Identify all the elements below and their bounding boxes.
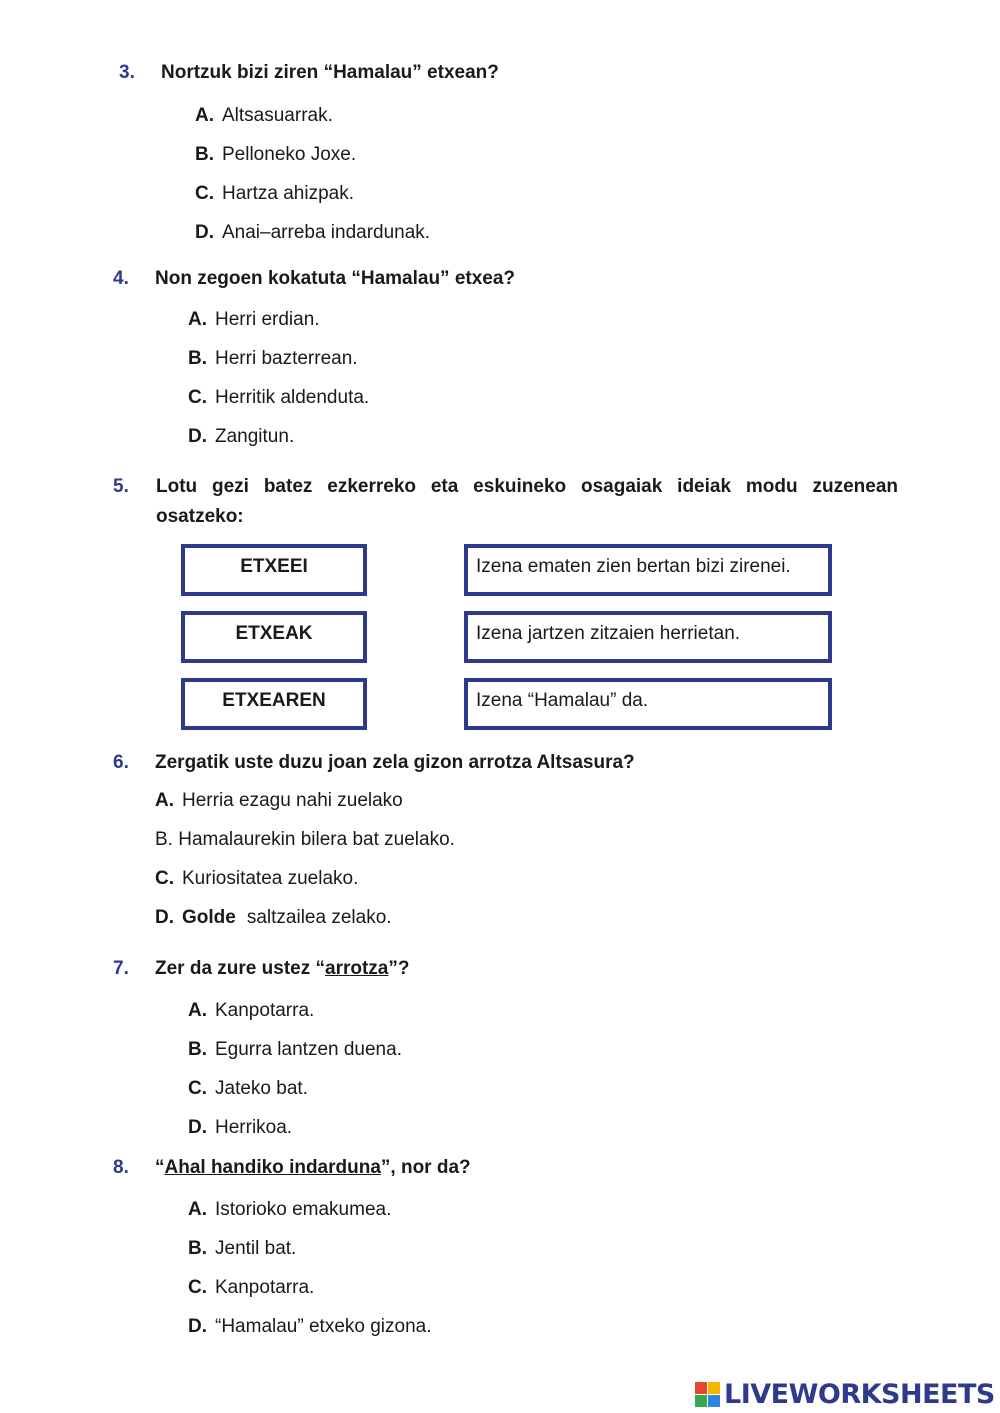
- match-right-box[interactable]: Izena “Hamalau” da.: [464, 678, 832, 730]
- question-text-line2: osatzeko:: [156, 506, 244, 527]
- option-4a[interactable]: A. Herri erdian.: [188, 309, 320, 330]
- question-text: Zergatik uste duzu joan zela gizon arrotza Altsasura?: [155, 752, 635, 773]
- logo-square: [708, 1395, 720, 1407]
- option-3a[interactable]: A. Altsasuarrak.: [195, 105, 333, 126]
- underlined-term: Ahal handiko indarduna: [164, 1157, 381, 1178]
- option-3b[interactable]: B. Pelloneko Joxe.: [195, 144, 357, 165]
- logo-icon: [695, 1382, 720, 1407]
- question-number: 8.: [113, 1157, 129, 1178]
- question-text: Zer da zure ustez “arrotza”?: [155, 958, 410, 979]
- logo-square: [708, 1382, 720, 1394]
- option-7c[interactable]: C. Jateko bat.: [188, 1078, 308, 1099]
- logo-square: [695, 1382, 707, 1394]
- match-left-box[interactable]: ETXEAK: [181, 611, 367, 663]
- question-number: 7.: [113, 958, 129, 979]
- match-right-box[interactable]: Izena ematen zien bertan bizi zirenei.: [464, 544, 832, 596]
- question-number: 4.: [113, 268, 129, 289]
- question-text: “Ahal handiko indarduna”, nor da?: [155, 1157, 471, 1178]
- option-8b[interactable]: B. Jentil bat.: [188, 1238, 297, 1259]
- option-3d[interactable]: D. Anai–arreba indardunak.: [195, 222, 431, 243]
- option-4b[interactable]: B. Herri bazterrean.: [188, 348, 358, 369]
- option-8a[interactable]: A. Istorioko emakumea.: [188, 1199, 392, 1220]
- option-8c[interactable]: C. Kanpotarra.: [188, 1277, 315, 1298]
- option-3c[interactable]: C. Hartza ahizpak.: [195, 183, 355, 204]
- question-number: 5.: [113, 476, 129, 497]
- option-6a[interactable]: A. Herria ezagu nahi zuelako: [155, 790, 403, 811]
- liveworksheets-logo: [695, 1376, 995, 1412]
- match-right-box[interactable]: Izena jartzen zitzaien herrietan.: [464, 611, 832, 663]
- option-6b[interactable]: B. Hamalaurekin bilera bat zuelako.: [155, 829, 455, 850]
- option-6c[interactable]: C. Kuriositatea zuelako.: [155, 868, 359, 889]
- underlined-term: arrotza: [325, 958, 389, 979]
- option-4d[interactable]: D. Zangitun.: [188, 426, 295, 447]
- question-text: Non zegoen kokatuta “Hamalau” etxea?: [155, 268, 516, 289]
- option-4c[interactable]: C. Herritik aldenduta.: [188, 387, 370, 408]
- question-text-line1: Lotu gezi batez ezkerreko eta eskuineko osagaiak ideiak modu zuzenean: [156, 476, 898, 497]
- match-left-box[interactable]: ETXEAREN: [181, 678, 367, 730]
- question-5: [0, 476, 1000, 536]
- option-6d[interactable]: D. Golde saltzailea zelako.: [155, 907, 392, 928]
- option-7d[interactable]: D. Herrikoa.: [188, 1117, 293, 1138]
- option-8d[interactable]: D. “Hamalau” etxeko gizona.: [188, 1316, 432, 1337]
- question-text: Nortzuk bizi ziren “Hamalau” etxean?: [161, 62, 499, 83]
- logo-square: [695, 1395, 707, 1407]
- match-left-box[interactable]: ETXEEI: [181, 544, 367, 596]
- option-7b[interactable]: B. Egurra lantzen duena.: [188, 1039, 402, 1060]
- logo-text: LIVEWORKSHEETS: [724, 1378, 995, 1410]
- question-number: 6.: [113, 752, 129, 773]
- option-7a[interactable]: A. Kanpotarra.: [188, 1000, 315, 1021]
- question-number: 3.: [119, 62, 135, 83]
